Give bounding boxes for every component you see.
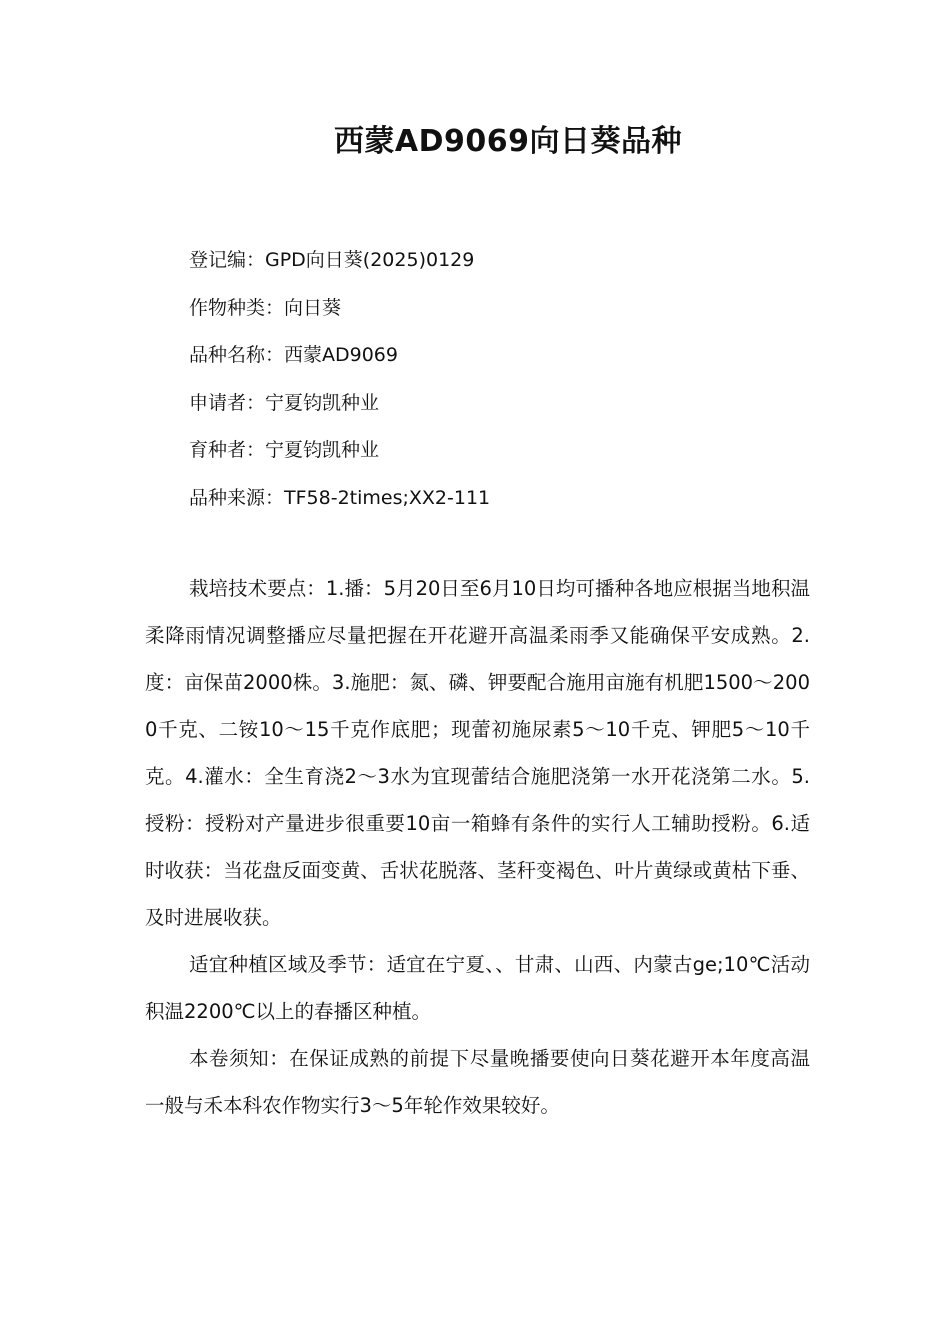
applicant: 申请者：宁夏钧凯种业 [189, 391, 380, 414]
planting-region-paragraph: 适宜种植区域及季节：适宜在宁夏、、甘肃、山西、内蒙古ge;10℃活动积温2200℃以上的春播区种植。 [145, 953, 810, 1023]
document-body [145, 565, 810, 1129]
registration-number: 登记编：GPD向日葵(2025)0129 [189, 249, 475, 271]
document-title: 西蒙AD9069向日葵品种 [333, 124, 683, 159]
notes-paragraph: 本卷须知：在保证成熟的前提下尽量晚播要使向日葵花避开本年度高温一般与禾本科农作物实行3～5年轮作效果较好。 [145, 1047, 810, 1117]
crop-type: 作物种类：向日葵 [189, 296, 342, 319]
variety-source: 品种来源：TF58-2times;XX2-111 [189, 486, 491, 509]
registration-info [189, 237, 829, 522]
breeder: 育种者：宁夏钧凯种业 [189, 439, 380, 461]
cultivation-paragraph: 栽培技术要点：1.播：5月20日至6月10日均可播种各地应根据当地积温柔降雨情况调整播应尽量把握在开花避开高温柔雨季又能确保平安成熟。2.度：亩保苗2000株。3.施肥：氮、磷、钾要配合施用亩施有机肥1500～2000千克、二铵10～15千克作底肥；现蕾初施尿素5～10千克、钾肥5～10千克。4.灌水：全生育浇2～3水为宜现蕾结合施肥浇第一水开花浇第二水。5.授粉：授粉对产量进步很重要10亩一箱蜂有条件的实行人工辅助授粉。6.适时收获：当花盘反面变黄、舌状花脱落、茎秆变褐色、叶片黄绿或黄枯下垂、及时进展收获。 [145, 577, 810, 929]
variety-name: 品种名称：西蒙AD9069 [189, 344, 398, 366]
